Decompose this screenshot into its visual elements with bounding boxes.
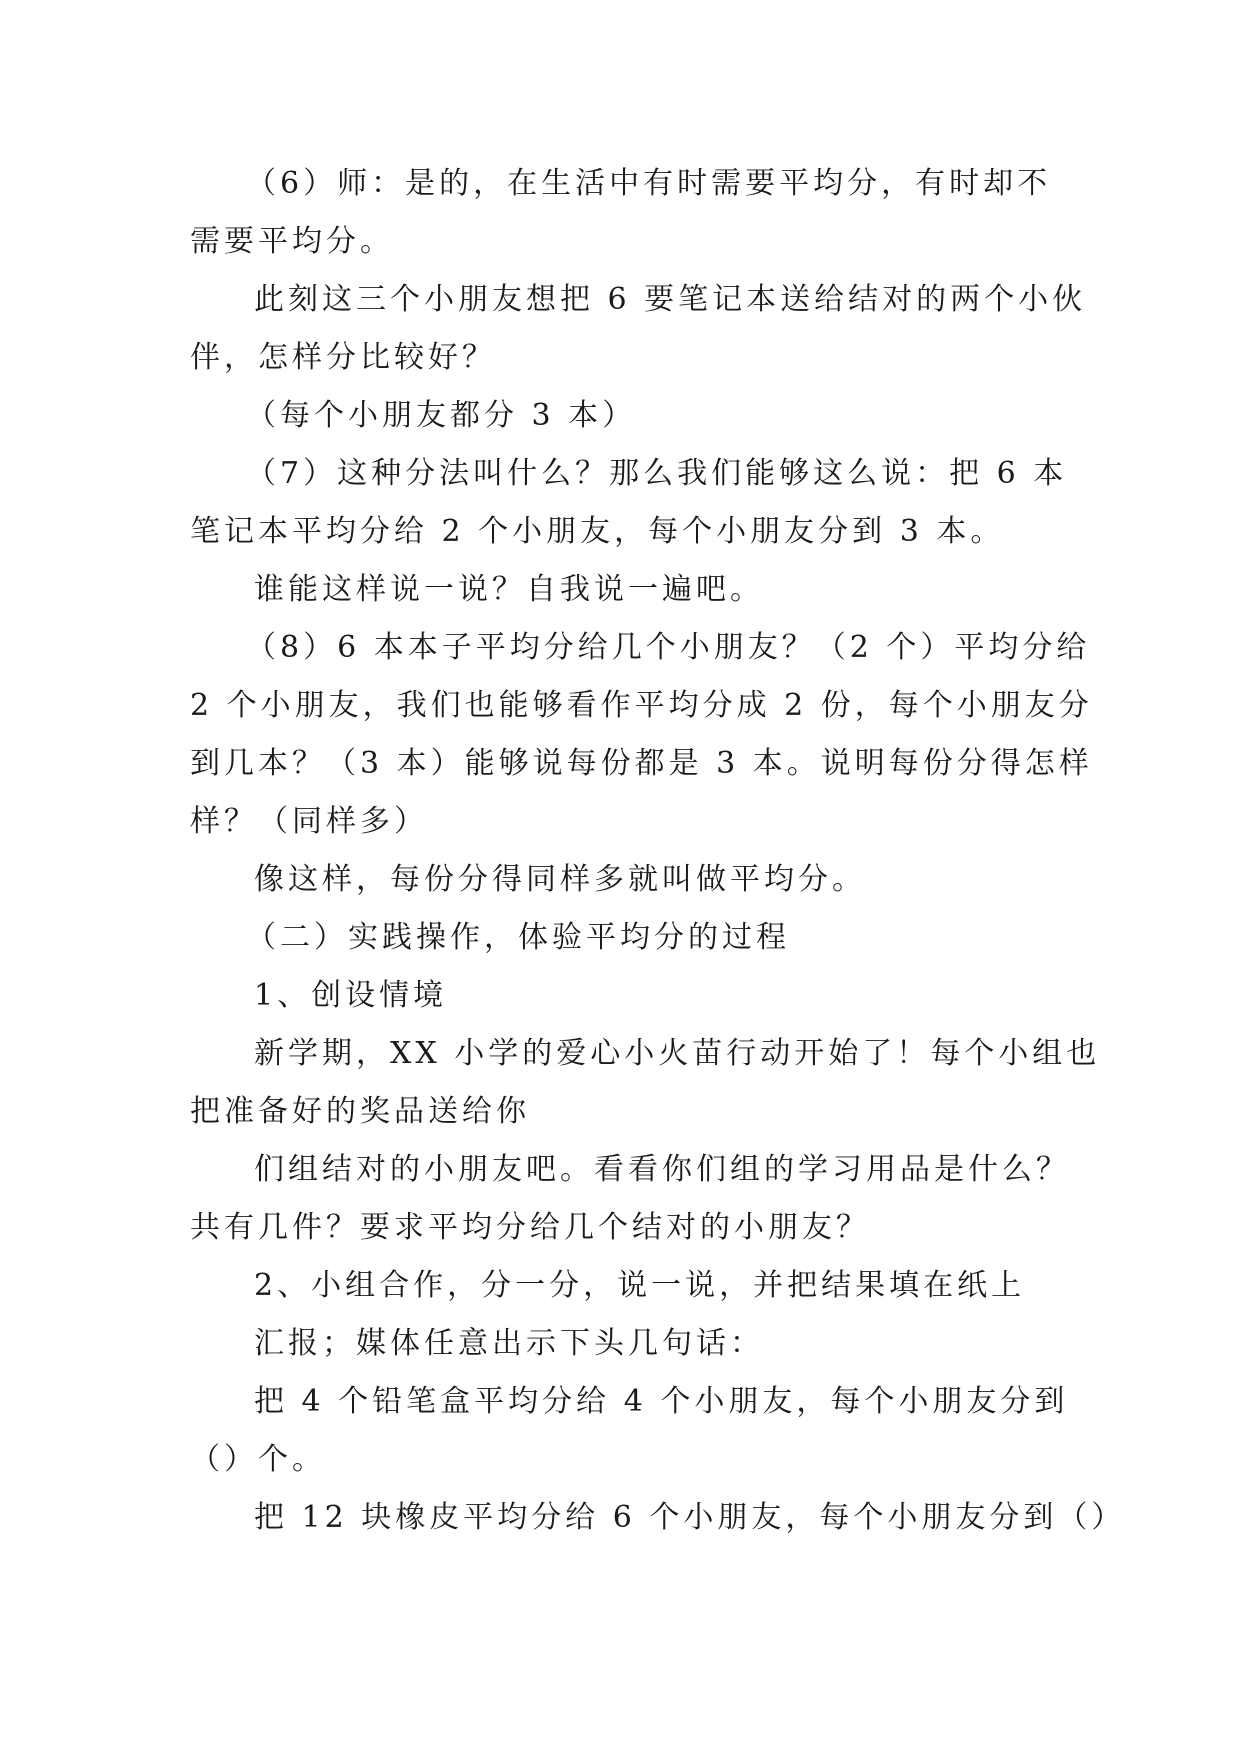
text-line: 们组结对的小朋友吧。看看你们组的学习用品是什么？ — [254, 1152, 1070, 1187]
text-line: 此刻这三个小朋友想把 6 要笔记本送给结对的两个小伙 — [254, 282, 1087, 317]
subsection-heading: 1、创设情境 — [254, 978, 448, 1013]
text-line: 谁能这样说一说？自我说一遍吧。 — [254, 572, 764, 607]
text-line: 伴，怎样分比较好？ — [190, 340, 496, 375]
text-line: （8）6 本本子平均分给几个小朋友？（2 个）平均分给 — [246, 630, 1091, 665]
text-line: 汇报；媒体任意出示下头几句话： — [254, 1326, 764, 1361]
text-line: （6）师：是的，在生活中有时需要平均分，有时却不 — [246, 166, 1052, 201]
text-line: 共有几件？要求平均分给几个结对的小朋友？ — [190, 1210, 870, 1245]
text-line: 2 个小朋友，我们也能够看作平均分成 2 份，每个小朋友分 — [190, 688, 1093, 723]
text-line: （7）这种分法叫什么？那么我们能够这么说：把 6 本 — [246, 456, 1068, 491]
text-line: 把 12 块橡皮平均分给 6 个小朋友，每个小朋友分到（） — [254, 1500, 1126, 1535]
text-line: 样？（同样多） — [190, 804, 428, 839]
text-line: 笔记本平均分给 2 个小朋友，每个小朋友分到 3 本。 — [190, 514, 1005, 549]
text-line: （）个。 — [190, 1442, 326, 1477]
text-line: 把 4 个铅笔盒平均分给 4 个小朋友，每个小朋友分到 — [254, 1384, 1069, 1419]
text-line: 新学期，XX 小学的爱心小火苗行动开始了！每个小组也 — [254, 1036, 1101, 1071]
text-line: 像这样，每份分得同样多就叫做平均分。 — [254, 862, 866, 897]
text-line: 到几本？（3 本）能够说每份都是 3 本。说明每份分得怎样 — [190, 746, 1093, 781]
text-line: 需要平均分。 — [190, 224, 394, 259]
text-line: 把准备好的奖品送给你 — [190, 1094, 530, 1129]
subsection-heading: 2、小组合作，分一分，说一说，并把结果填在纸上 — [254, 1268, 1026, 1303]
section-heading: （二）实践操作，体验平均分的过程 — [246, 920, 790, 955]
text-line: （每个小朋友都分 3 本） — [246, 398, 637, 433]
